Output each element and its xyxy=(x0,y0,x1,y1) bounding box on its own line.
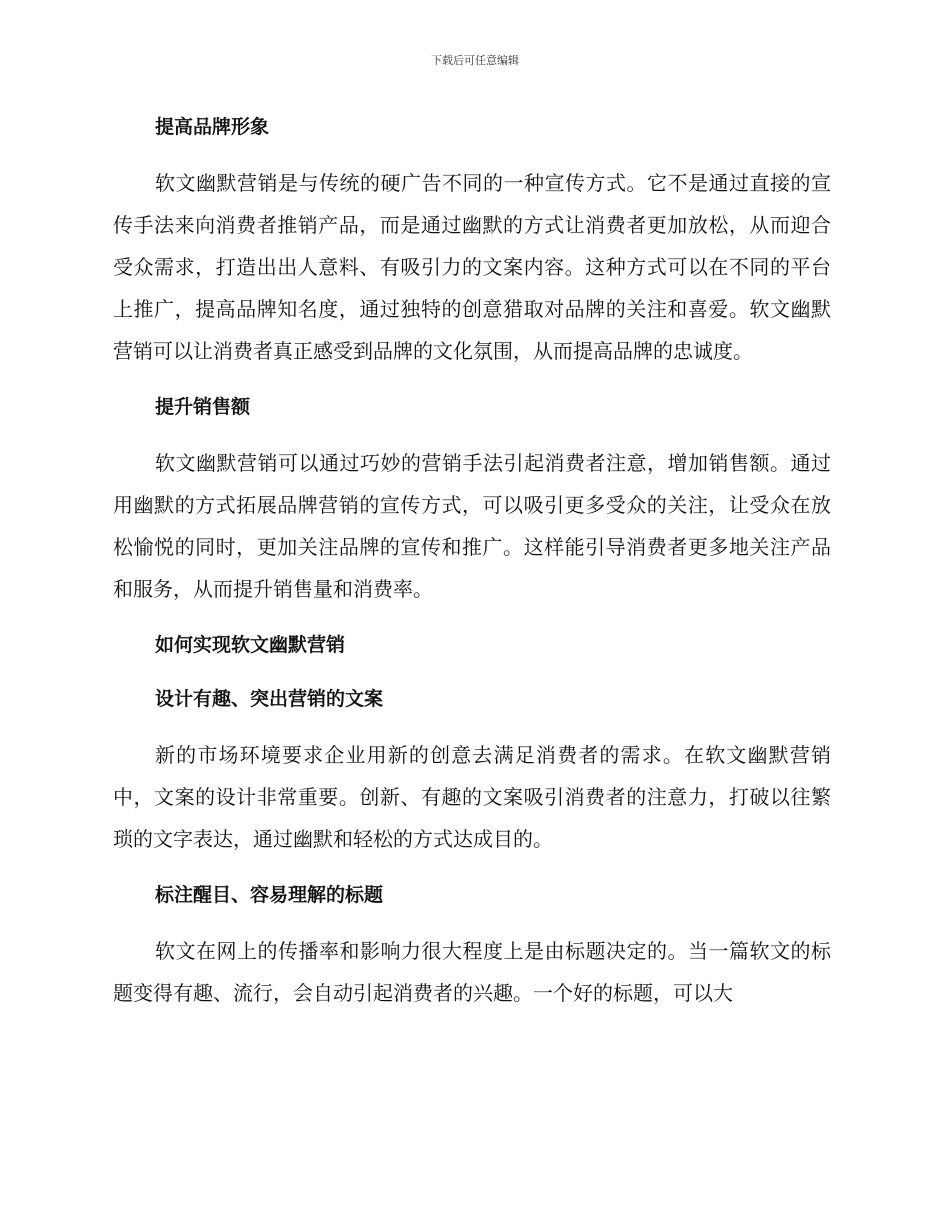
paragraph-copywriting: 新的市场环境要求企业用新的创意去满足消费者的需求。在软文幽默营销中，文案的设计非常重要。创新、有趣的文案吸引消费者的注意力，打破以往繁琐的文字表达，通过幽默和轻松的方式达成目的。 xyxy=(113,743,831,851)
page-header: 下载后可任意编辑 xyxy=(431,54,519,67)
paragraph-sales: 软文幽默营销可以通过巧妙的营销手法引起消费者注意，增加销售额。通过用幽默的方式拓展品牌营销的宣传方式，可以吸引更多受众的关注，让受众在放松愉悦的同时，更加关注品牌的宣传和推广。这样能引导消费者更多地关注产品和服务，从而提升销售量和消费率。 xyxy=(113,451,831,601)
section-heading-brand-image: 提高品牌形象 xyxy=(155,116,270,138)
section-heading-copywriting: 设计有趣、突出营销的文案 xyxy=(155,688,384,710)
paragraph-titles: 软文在网上的传播率和影响力很大程度上是由标题决定的。当一篇软文的标题变得有趣、流行，会自动引起消费者的兴趣。一个好的标题，可以大 xyxy=(113,939,831,1005)
section-heading-how-to: 如何实现软文幽默营销 xyxy=(155,634,346,656)
section-heading-titles: 标注醒目、容易理解的标题 xyxy=(155,884,384,906)
section-heading-sales: 提升销售额 xyxy=(155,396,251,418)
paragraph-brand-image: 软文幽默营销是与传统的硬广告不同的一种宣传方式。它不是通过直接的宣传手法来向消费者推销产品，而是通过幽默的方式让消费者更加放松，从而迎合受众需求，打造出出人意料、有吸引力的文案内容。这种方式可以在不同的平台上推广，提高品牌知名度，通过独特的创意猎取对品牌的关注和喜爱。软文幽默营销可以让消费者真正感受到品牌的文化氛围，从而提高品牌的忠诚度。 xyxy=(113,171,831,363)
document-body xyxy=(113,108,831,1014)
